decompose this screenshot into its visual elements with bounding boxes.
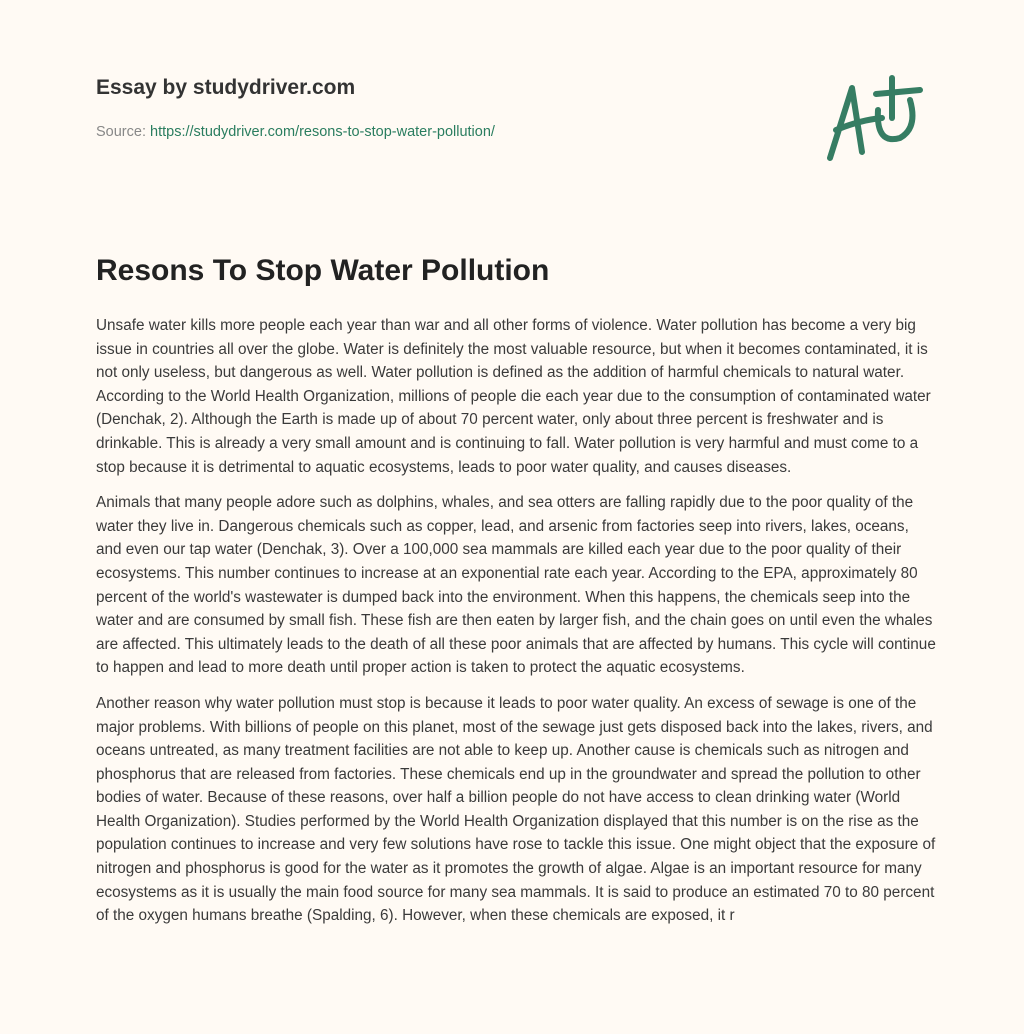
source-line xyxy=(96,124,495,140)
source-link[interactable]: https://studydriver.com/resons-to-stop-water-pollution/ xyxy=(150,124,495,140)
essay-body xyxy=(96,314,936,940)
site-title: Essay by studydriver.com xyxy=(96,76,356,99)
paragraph: Animals that many people adore such as dolphins, whales, and sea otters are falling rapidly due to the poor quality of the water they live in. Dangerous chemicals such as copper, lead, and arsenic from factories seep into rivers, lakes, oceans, and even our tap water (Denchak, 3). Over a 100,000 sea mammals are killed each year due to the poor quality of their ecosystems. This number continues to increase at an exponential rate each year. According to the EPA, approximately 80 percent of the world's wastewater is dumped back into the environment. When this happens, the chemicals seep into the water and are consumed by small fish. These fish are then eaten by larger fish, and the chain goes on until even the whales are affected. This ultimately leads to the death of all these poor animals that are affected by humans. This cycle will continue to happen and lead to more death until proper action is taken to protect the aquatic ecosystems. xyxy=(96,494,936,677)
paragraph: Unsafe water kills more people each year than war and all other forms of violence. Water pollution has become a very big issue in countries all over the globe. Water is definitely the most valuable resource, but when it becomes contaminated, it is not only useless, but dangerous as well. Water pollution is defined as the addition of harmful chemicals to natural water. According to the World Health Organization, millions of people die each year due to the consumption of contaminated water (Denchak, 2). Although the Earth is made up of about 70 percent water, only about three percent is freshwater and is drinkable. This is already a very small amount and is continuing to fall. Water pollution is very harmful and must come to a stop because it is detrimental to aquatic ecosystems, leads to poor water quality, and causes diseases. xyxy=(96,317,931,476)
essay-title: Resons To Stop Water Pollution xyxy=(96,254,550,287)
source-label: Source: xyxy=(96,124,146,140)
a-plus-logo-icon xyxy=(820,70,930,170)
paragraph: Another reason why water pollution must stop is because it leads to poor water quality. An excess of sewage is one of the major problems. With billions of people on this planet, most of the sewage just gets disposed back into the lakes, rivers, and oceans untreated, as many treatment facilities are not able to keep up. Another cause is chemicals such as nitrogen and phosphorus that are released from factories. These chemicals end up in the groundwater and spread the pollution to other bodies of water. Because of these reasons, over half a billion people do not have access to clean drinking water (World Health Organization). Studies performed by the World Health Organization displayed that this number is on the rise as the population continues to increase and very few solutions have rose to tackle this issue. One might object that the exposure of nitrogen and phosphorus is good for the water as it promotes the growth of algae. Algae is an important resource for many ecosystems as it is usually the main food source for many sea mammals. It is said to produce an estimated 70 to 80 percent of the oxygen humans breathe (Spalding, 6). However, when these chemicals are exposed, it r xyxy=(96,694,936,925)
